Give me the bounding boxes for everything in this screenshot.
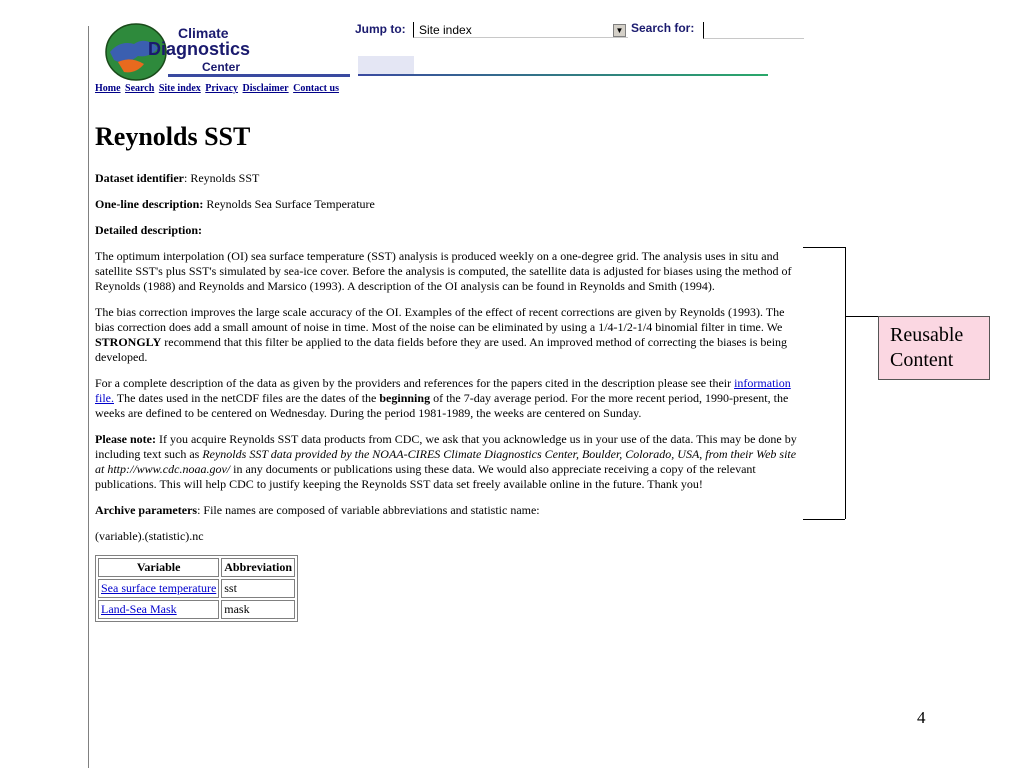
table-cell-variable — [98, 579, 219, 598]
detailed-description-heading — [95, 223, 797, 238]
variables-table — [95, 555, 298, 622]
bracket-line — [803, 519, 845, 520]
please-note-label: Please note: — [95, 432, 156, 446]
logo-line1: Climate — [178, 25, 229, 41]
table-header-abbreviation: Abbreviation — [221, 558, 295, 577]
paragraph-2 — [95, 305, 797, 365]
paragraph-2-strong: STRONGLY — [95, 335, 162, 349]
header-band — [168, 74, 350, 77]
search-input[interactable] — [703, 22, 804, 39]
please-note — [95, 432, 797, 492]
file-pattern: (variable).(statistic).nc — [95, 529, 204, 543]
one-line-description — [95, 197, 797, 212]
callout-line2: Content — [890, 349, 954, 371]
nav-link-contact-us[interactable]: Contact us — [293, 83, 339, 94]
header-band — [358, 56, 414, 74]
paragraph-1: The optimum interpolation (OI) sea surface temperature (SST) analysis is produced weekly on a one-degree grid. The analysis uses in situ and satellite SST's plus SST's simulated by sea-ice cover. Before the analysis is computed, the satellite data is adjusted for biases using the method of Reynolds (1988) and Reynolds and Marsico (1993). A description of the OI analysis can be found in Reynolds and Smith (1994). — [95, 249, 792, 293]
paragraph-3-text-c: of the 7-day average period. For the more recent period, 1990-present, the weeks are defined to be centered on Wednesday. During the period 1981-1989, the weeks are centered on Sunday. — [95, 391, 789, 420]
archive-parameters — [95, 503, 797, 518]
jump-to-label: Jump to: — [355, 22, 406, 36]
dataset-identifier: Dataset identifier: Reynolds SST — [95, 171, 260, 185]
table-cell-variable — [98, 600, 219, 619]
dataset-identifier-value: Reynolds SST — [190, 171, 260, 185]
table-header-variable: Variable — [98, 558, 219, 577]
please-note-text-b: in any documents or publications using these data. We would also appreciate receiving a copy of the relevant publications. This will help CDC to justify keeping the Reynolds SST data set freely available online in the future. Thank you! — [95, 462, 756, 491]
search-label: Search for: — [631, 21, 695, 35]
page-content — [95, 120, 797, 622]
one-line-label: One-line description: — [95, 197, 204, 211]
bracket-line — [803, 247, 845, 248]
archive-label: Archive parameters — [95, 503, 198, 517]
please-note-text-a: If you acquire Reynolds SST data products from CDC, we ask that you acknowledge us in your use of the data. This may be done by including text such as — [95, 432, 797, 461]
bracket-line — [845, 247, 846, 519]
archive-value: : File names are composed of variable abbreviations and statistic name: — [197, 503, 540, 517]
please-note-citation: Reynolds SST data provided by the NOAA-CIRES Climate Diagnostics Center, Boulder, Colorado, USA, from their Web site at http://www.cdc.noaa.gov/ — [95, 447, 797, 476]
chevron-down-icon[interactable]: ▼ — [613, 24, 626, 37]
table-row — [98, 579, 295, 598]
variable-link-sst[interactable]: Sea surface temperature — [101, 581, 217, 595]
detailed-label: Detailed description: — [95, 223, 202, 237]
logo-line2: Diagnostics — [148, 39, 251, 59]
nav-links — [95, 83, 341, 94]
table-header-row — [98, 558, 295, 577]
reusable-content-callout — [878, 316, 990, 380]
table-row — [98, 600, 295, 619]
variable-link-mask[interactable]: Land-Sea Mask — [101, 602, 177, 616]
jump-to-select[interactable]: Site index — [413, 22, 628, 38]
logo-line3: Center — [202, 60, 241, 74]
nav-link-search[interactable]: Search — [125, 83, 155, 94]
paragraph-3-bold: beginning — [379, 391, 431, 405]
paragraph-2-text-a: The bias correction improves the large scale accuracy of the OI. Examples of the effect of recent corrections are given by Reynolds (1993). The bias correction does add a small amount of noise in time. Most of the noise can be eliminated by using a 1/4-1/2-1/4 binomial filter in time. We — [95, 305, 785, 334]
paragraph-3 — [95, 376, 797, 421]
header-band — [358, 74, 768, 76]
callout-line1: Reusable — [890, 324, 964, 346]
table-cell-abbreviation: mask — [221, 600, 295, 619]
paragraph-2-text-b: recommend that this filter be applied to the data fields before they are used. An improved method of correcting the biases is being developed. — [95, 335, 788, 364]
nav-link-home[interactable]: Home — [95, 83, 121, 94]
cdc-logo[interactable] — [100, 22, 276, 82]
dataset-identifier-label: Dataset identifier — [95, 171, 184, 185]
information-file-link[interactable]: information file. — [95, 376, 791, 405]
table-cell-abbreviation: sst — [221, 579, 295, 598]
paragraph-3-text-a: For a complete description of the data as given by the providers and references for the papers cited in the description please see their — [95, 376, 735, 390]
paragraph-3-text-b: The dates used in the netCDF files are the dates of the — [114, 391, 380, 405]
nav-link-site-index[interactable]: Site index — [158, 83, 201, 94]
page-title: Reynolds SST — [95, 122, 251, 151]
one-line-value: Reynolds Sea Surface Temperature — [206, 197, 375, 211]
slide-number: 4 — [917, 708, 926, 727]
nav-link-privacy[interactable]: Privacy — [205, 83, 239, 94]
bracket-connector — [846, 316, 878, 317]
nav-link-disclaimer[interactable]: Disclaimer — [242, 83, 289, 94]
